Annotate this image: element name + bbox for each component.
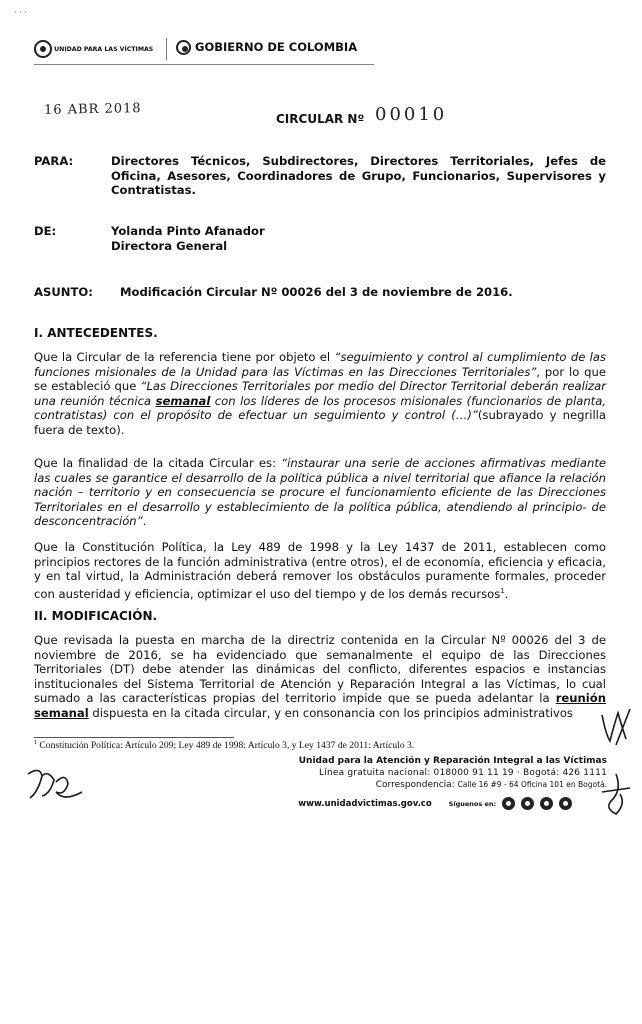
modificacion-paragraph-1 — [34, 633, 606, 720]
p1-quote-1: “seguimiento y control al cumplimiento de las funciones misionales de la Unidad para las Víctimas en las Direcciones Territoriales” — [34, 350, 606, 379]
gobierno-logo — [176, 40, 357, 55]
p3-text: Que la Constitución Política, la Ley 489 de 1998 y la Ley 1437 de 2011, establecen como principios rectores de la función administrativa (entre otros), el de economía, eficiencia y eficacia, y en tal virtud, la Administración deberá remover los obstáculos puramente formales, proceder con austeridad y eficiencia, optimizar el uso del tiempo y de los demás recursos — [34, 540, 606, 601]
para-recipients: Directores Técnicos, Subdirectores, Directores Territoriales, Jefes de Oficina, Asesores, Coordinadores de Grupo, Funcionarios, Supervisores y Contratistas. — [111, 154, 606, 197]
antecedentes-paragraph-1 — [34, 350, 606, 437]
p2-quote: “instaurar una serie de acciones afirmativas mediante las cuales se garantice el desarrollo de la política pública a nivel territorial que afiance la relación nación – territorio y en consecuencia se procure el funcionamiento eficiente de las Direcciones Territoriales en el desarrollo y establecimiento de la política pública, atendiendo al principio- de desconcentración” — [34, 456, 607, 528]
twitter-icon[interactable] — [521, 797, 534, 810]
handwritten-initials-left — [20, 762, 90, 812]
p1-text: Que la Circular de la referencia tiene por objeto el — [34, 350, 335, 364]
p1-quote-2a: “Las Direcciones Territoriales por medio del Director Territorial deberán realizar una reunión técnica — [34, 379, 607, 408]
footer-contact — [299, 755, 607, 791]
para-label: PARA: — [34, 154, 74, 168]
footer-web-row — [298, 797, 572, 810]
header-divider — [166, 38, 167, 60]
circular-label: CIRCULAR Nº — [276, 112, 365, 126]
p1-quote-emphasis: semanal — [155, 393, 211, 408]
asunto-text: Modificación Circular Nº 00026 del 3 de noviembre de 2016. — [120, 285, 513, 299]
footnote-number: 1 — [34, 740, 37, 746]
footer-corr-label: Correspondencia: — [375, 780, 455, 790]
footer-web[interactable]: www.unidadvictimas.gov.co — [298, 799, 432, 809]
seal-icon — [34, 40, 52, 58]
p1-quote-2b: con los líderes de los procesos misionales (funcionarios de planta, contratistas) con el propósito de efectuar un seguimiento y control (…)” — [34, 393, 606, 422]
section-antecedentes-heading: I. ANTECEDENTES. — [34, 326, 158, 340]
sender-title: Directora General — [111, 238, 228, 253]
mod-p1-text-b: dispuesta en la citada circular, y en consonancia con los principios administrativos — [88, 705, 573, 720]
footer-linea: Línea gratuita nacional: 018000 91 11 19 · Bogotá: 426 1111 — [319, 768, 607, 778]
footnote-text: Constitución Política: Artículo 209; Ley 489 de 1998: Artículo 3, y Ley 1437 de 2011: Artículo 3. — [37, 740, 415, 752]
sender-block — [111, 224, 265, 253]
mod-p1-emphasis: reunión semanal — [34, 691, 606, 720]
circular-number: 00010 — [375, 104, 448, 125]
antecedentes-paragraph-2 — [34, 456, 606, 529]
p1-text-b: , por lo que se estableció que — [34, 364, 606, 393]
scan-speck-marks: · · · — [14, 8, 27, 17]
date-stamp: 16 ABR 2018 — [43, 101, 142, 118]
flickr-icon[interactable] — [559, 797, 572, 810]
gobierno-logo-text: GOBIERNO DE COLOMBIA — [195, 40, 358, 54]
footer-org: Unidad para la Atención y Reparación Integral a las Víctimas — [298, 756, 607, 766]
de-label: DE: — [34, 224, 57, 238]
seal-icon — [176, 40, 191, 55]
footer-corr-address: Calle 16 #9 - 64 Oficina 101 en Bogotá. — [457, 780, 607, 789]
footnote-ref: 1 — [500, 586, 505, 595]
unidad-logo — [34, 40, 153, 58]
handwritten-mark-bottom-right — [596, 770, 636, 820]
unidad-logo-text: UNIDAD PARA LAS VÍCTIMAS — [54, 46, 154, 53]
sender-name: Yolanda Pinto Afanador — [111, 224, 265, 238]
antecedentes-paragraph-3 — [34, 540, 606, 601]
asunto-label: ASUNTO: — [34, 285, 93, 299]
p2-text: Que la finalidad de la citada Circular es: — [34, 456, 282, 470]
p2-end: . — [142, 514, 147, 528]
p1-text-c: (subrayado y negrilla fuera de texto). — [34, 408, 606, 437]
section-modificacion-heading: II. MODIFICACIÓN. — [34, 609, 158, 623]
mod-p1-text: Que revisada la puesta en marcha de la directriz contenida en la Circular Nº 00026 del 3 de noviembre de 2016, se ha evidenciado que semanalmente el equipo de las Direcciones Territoriales (DT) debe atender las dinámicas del conflicto, diferentes espacios e instancias institucionales del Sistema Territorial de Atención y Reparación Integral a las Víctimas, lo cual sumado a las características propias del territorio impide que se pueda adelantar la — [34, 633, 606, 705]
p3-end: . — [504, 586, 509, 601]
youtube-icon[interactable] — [540, 797, 553, 810]
handwritten-mark-top-right — [596, 705, 636, 755]
footer-siguenos: Síguenos en: — [448, 800, 497, 808]
footnote — [34, 740, 414, 751]
footer-correspondencia — [299, 779, 607, 791]
footnote-rule — [34, 737, 234, 738]
facebook-icon[interactable] — [502, 797, 515, 810]
